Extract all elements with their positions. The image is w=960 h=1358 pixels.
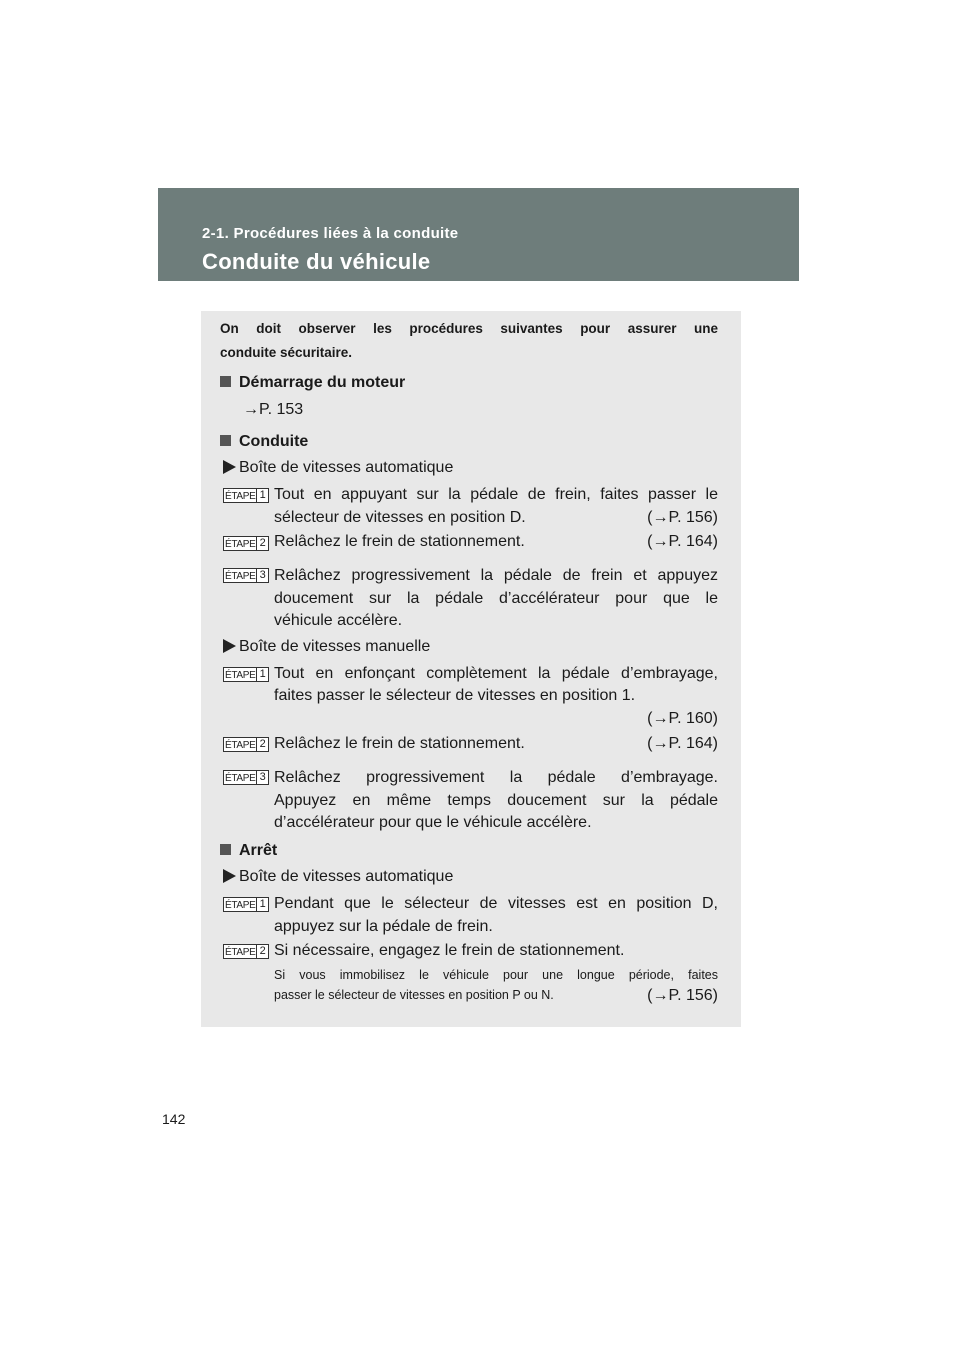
intro-line-1: On doit observer les procédures suivantes pour assurer une <box>220 321 718 336</box>
page-reference: (→P. 164) <box>647 735 718 752</box>
page-reference: (→P. 156) <box>647 509 718 526</box>
heading-engine-start: Démarrage du moteur <box>220 374 405 392</box>
step-text: appuyez sur la pédale de frein. <box>274 918 493 935</box>
step-text: doucement sur la pédale d’accélérateur pour que le <box>274 590 718 607</box>
section-label: 2-1. Procédures liées à la conduite <box>202 225 459 242</box>
step-text: Si nécessaire, engagez le frein de stationnement. <box>274 942 625 959</box>
step-text: faites passer le sélecteur de vitesses en position 1. <box>274 687 636 704</box>
heading-stop: Arrêt <box>220 842 277 860</box>
subheading-automatic: Boîte de vitesses automatique <box>223 868 453 886</box>
step-badge: ÉTAPE 1 <box>223 667 269 682</box>
step-text: Relâchez progressivement la pédale d’embrayage. <box>274 769 718 786</box>
intro-line-2: conduite sécuritaire. <box>220 345 353 360</box>
step-text: Appuyez en même temps doucement sur la pédale <box>274 792 718 809</box>
step-text: Tout en enfonçant complètement la pédale d’embrayage, <box>274 665 718 682</box>
section-header <box>158 188 799 281</box>
step-text: Relâchez progressivement la pédale de frein et appuyez <box>274 567 718 584</box>
square-bullet-icon <box>220 844 231 855</box>
page-number: 142 <box>162 1111 186 1127</box>
step-text: véhicule accélère. <box>274 612 403 629</box>
square-bullet-icon <box>220 376 231 387</box>
step-badge: ÉTAPE 2 <box>223 737 269 752</box>
step-badge: ÉTAPE 1 <box>223 488 269 503</box>
subheading-automatic: Boîte de vitesses automatique <box>223 459 453 477</box>
page-reference: →P. 153 <box>243 401 304 418</box>
page-title: Conduite du véhicule <box>202 249 431 274</box>
step-badge: ÉTAPE 3 <box>223 568 269 583</box>
page-reference: (→P. 164) <box>647 533 718 550</box>
step-text: Relâchez le frein de stationnement. (→P. 164) <box>274 733 718 755</box>
page-reference: (→P. 156) <box>647 987 718 1004</box>
note-text: Si vous immobilisez le véhicule pour une longue période, faites <box>274 968 718 982</box>
step-text: Relâchez le frein de stationnement. (→P. 164) <box>274 531 718 553</box>
step-badge: ÉTAPE 2 <box>223 944 269 959</box>
triangle-bullet-icon <box>223 460 236 474</box>
step-text: d’accélérateur pour que le véhicule accélère. <box>274 814 592 831</box>
step-text: Pendant que le sélecteur de vitesses est en position D, <box>274 895 718 912</box>
page-reference: (→P. 160) <box>647 710 718 727</box>
square-bullet-icon <box>220 435 231 446</box>
step-badge: ÉTAPE 1 <box>223 897 269 912</box>
step-badge: ÉTAPE 2 <box>223 536 269 551</box>
triangle-bullet-icon <box>223 639 236 653</box>
subheading-manual: Boîte de vitesses manuelle <box>223 638 430 656</box>
triangle-bullet-icon <box>223 869 236 883</box>
heading-driving: Conduite <box>220 433 308 451</box>
step-text: sélecteur de vitesses en position D. (→P. 156) <box>274 507 718 529</box>
step-badge: ÉTAPE 3 <box>223 770 269 785</box>
step-text: Tout en appuyant sur la pédale de frein, faites passer le <box>274 486 718 503</box>
note-text: passer le sélecteur de vitesses en position P ou N. (→P. 156) <box>274 987 718 1004</box>
content-panel <box>201 311 741 1027</box>
